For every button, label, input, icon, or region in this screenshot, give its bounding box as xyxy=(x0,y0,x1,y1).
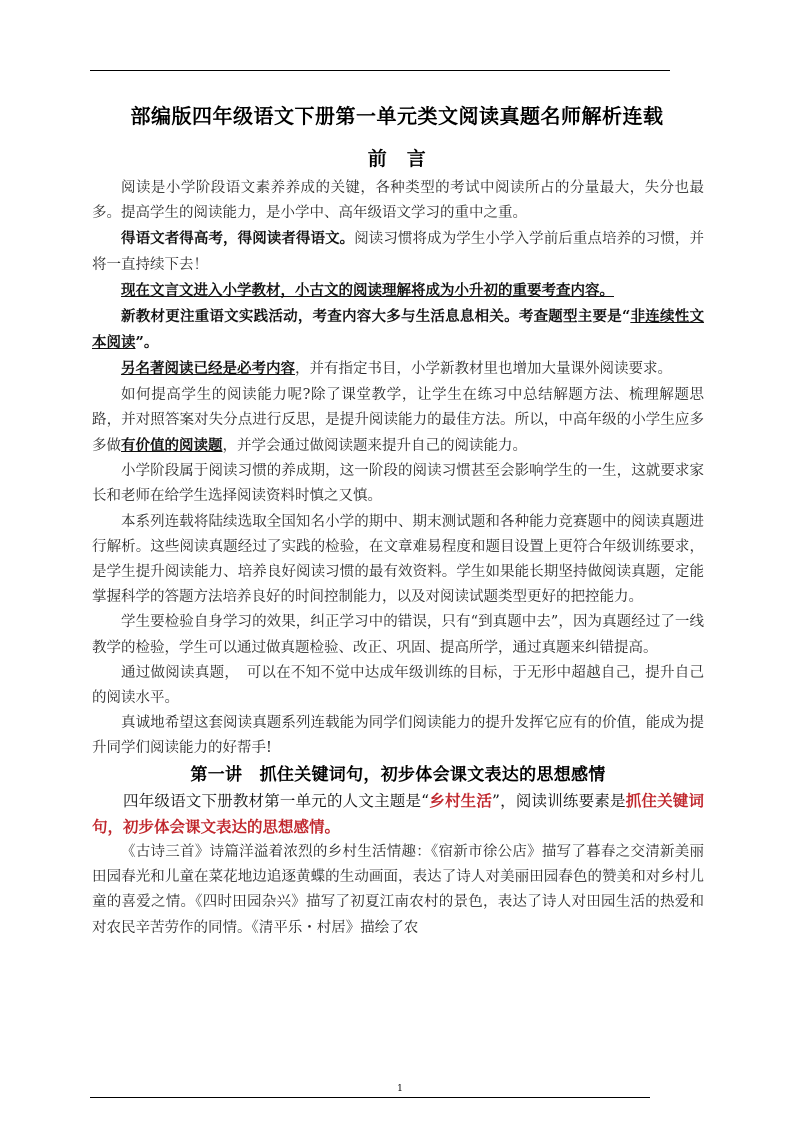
preface-paragraph-2 xyxy=(92,226,704,277)
quote-open: “ xyxy=(621,308,631,326)
reading-element: 抓住关键词句，初步体会课文表达的思想感情。 xyxy=(92,790,704,836)
quote-close: ”。 xyxy=(135,334,159,352)
preface-paragraph-8: 本系列连载将陆续选取全国知名小学的期中、期末测试题和各种能力竞赛题中的阅读真题进行解析。这些阅读真题经过了实践的检验，在文章难易程度和题目设置上更符合年级训练要求，是学生提升阅读能力、培养良好阅读习惯的最有效资料。学生如果能长期坚持做阅读真题，定能掌握科学的答题方法培养良好的时间控制能力，以及对阅读试题类型更好的把控能力。 xyxy=(92,513,704,606)
non-continuous-text: 非连续性文本阅读 xyxy=(92,308,705,352)
lesson-body: 《古诗三首》诗篇洋溢着浓烈的乡村生活情趣：《宿新市徐公店》描写了暮春之交清新美丽田园春光和儿童在菜花地边追逐黄蝶的生动画面，表达了诗人对美丽田园春色的赞美和对乡村儿童的喜爱之情。《四时田园杂兴》描写了初夏江南农村的景色，表达了诗人对田园生活的热爱和对农民辛苦劳作的同情。《清平乐・村居》描绘了农 xyxy=(92,844,704,936)
valuable-reading-questions: 有价值的阅读题 xyxy=(121,437,223,455)
preface-paragraph-1: 阅读是小学阶段语文素养养成的关键，各种类型的考试中阅读所占的分量最大，失分也最多。提高学生的阅读能力，是小学中、高年级语文学习的重中之重。 xyxy=(92,180,704,222)
lesson-intro xyxy=(92,788,704,840)
footer-rule xyxy=(90,1097,650,1098)
lesson-intro-text-a: 四年级语文下册教材第一单元的人文主题是“ xyxy=(123,791,430,810)
classical-chinese-note: 现在文言文进入小学教材，小古文的阅读理解将成为小升初的重要考查内容。 xyxy=(121,281,614,299)
unit-theme: 乡村生活 xyxy=(429,790,493,810)
lesson-intro-text-b: ”，阅读训练要素是 xyxy=(492,791,626,810)
preface-paragraph-6-text-a: 如何提高学生的阅读能力呢?除了课堂教学，让学生在练习中总结解题方法、梳理解题思路，并对照答案对失分点进行反思，是提升阅读能力的最佳方法。所以，中高年级的小学生应多多做 xyxy=(92,386,704,455)
page-number: 1 xyxy=(397,1084,403,1094)
classics-reading-note: 另名著阅读已经是必考内容 xyxy=(121,360,295,378)
preface-paragraph-7: 小学阶段属于阅读习惯的养成期，这一阶段的阅读习惯甚至会影响学生的一生，这就要求家长和老师在给学生选择阅读资料时慎之又慎。 xyxy=(92,463,704,505)
slogan-bold: 得语文者得高考，得阅读者得语文。 xyxy=(121,230,355,248)
preface-paragraph-5-text: ，并有指定书目，小学新教材里也增加大量课外阅读要求。 xyxy=(295,361,672,378)
preface-paragraph-4 xyxy=(92,304,704,356)
document-title: 部编版四年级语文下册第一单元类文阅读真题名师解析连载 xyxy=(130,104,664,128)
preface-heading: 前 言 xyxy=(367,148,427,170)
header-rule xyxy=(90,70,670,71)
preface-paragraph-6 xyxy=(92,383,704,460)
preface-paragraph-10: 通过做阅读真题， 可以在不知不觉中达成年级训练的目标，于无形中超越自己，提升自己的阅读水平。 xyxy=(92,664,704,707)
preface-paragraph-5 xyxy=(92,356,704,382)
preface-paragraph-2-text: 阅读习惯将成为学生小学入学前后重点培养的习惯，并将一直持续下去！ xyxy=(92,231,705,273)
preface-paragraph-11: 真诚地希望这套阅读真题系列连载能为同学们阅读能力的提升发挥它应有的价值，能成为提升同学们阅读能力的好帮手! xyxy=(92,715,704,757)
lesson-heading: 第一讲 抓住关键词句，初步体会课文表达的思想感情 xyxy=(190,764,606,785)
document-body xyxy=(92,176,704,941)
preface-paragraph-3 xyxy=(92,278,704,304)
preface-paragraph-6-text-b: ，并学会通过做阅读题来提升自己的阅读能力。 xyxy=(222,438,527,455)
new-textbook-note: 新教材更注重语文实践活动，考查内容大多与生活息息相关。考查题型主要是 xyxy=(121,308,622,326)
preface-paragraph-9: 学生要检验自身学习的效果，纠正学习中的错误，只有“到真题中去”，因为真题经过了一线教学的检验，学生可以通过做真题检验、改正、巩固、提高所学，通过真题来纠错提高。 xyxy=(92,614,704,656)
